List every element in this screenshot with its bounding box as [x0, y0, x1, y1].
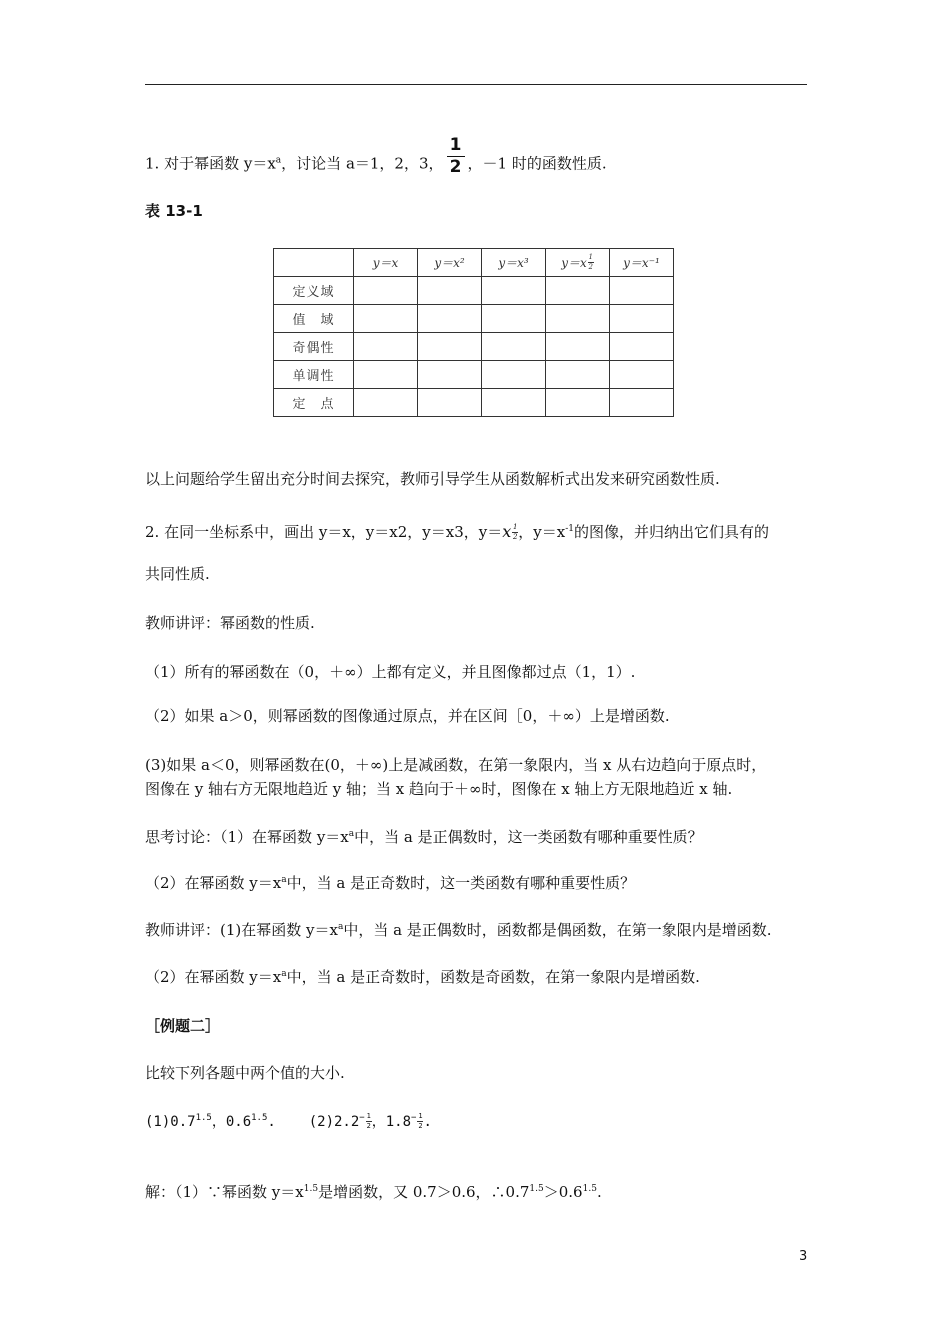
- property-2: （2）如果 a＞0，则幂函数的图像通过原点，并在区间［0，＋∞）上是增函数.: [145, 707, 670, 725]
- lecture-2-line-1: 教师讲评：(1)在幂函数 $y=x^a$中，当 a 是正偶数时，函数都是偶函数，在第一象限内是增函数.: [145, 921, 772, 939]
- lecture-heading: 教师讲评：幂函数的性质.: [145, 614, 315, 632]
- discussion-2: （2）在幂函数 $y=x^a$中，当 a 是正奇数时，这一类函数有哪种重要性质？: [145, 874, 636, 892]
- example-2-heading: ［例题二］: [145, 1017, 221, 1035]
- table-row: [274, 361, 674, 389]
- example-2-intro: 比较下列各题中两个值的大小.: [145, 1064, 345, 1082]
- exponent-a: a: [275, 155, 282, 166]
- solution-line: 解：（1）∵幂函数 $y=x^{1.5}$是增函数，又 0.7＞0.6，$\therefore 0.7^{1.5}>0.6^{1.5}$.: [145, 1183, 602, 1201]
- col-header: y＝x: [354, 249, 418, 277]
- property-3-line-2: 图像在 y 轴右方无限地趋近 y 轴；当 x 趋向于＋∞时，图像在 x 轴上方无限地趋近 x 轴.: [145, 780, 733, 798]
- question-2-line-1: 2. 在同一坐标系中，画出 y＝x，y＝x2，y＝x3，y＝x $\frac{1}{2}$ ，$y=x^{-1}$的图像，并归纳出它们具有的: [145, 522, 769, 541]
- properties-table: [273, 248, 674, 417]
- table-row: [274, 333, 674, 361]
- example-2-items: $(1)0.7^{1.5}$，$0.6^{1.5}$. $(2)2.2^{- \frac{1}{2}}$ ，$1.8^{- \frac{1}{2}}$ .: [145, 1112, 432, 1130]
- property-1: （1）所有的幂函数在（0，＋∞）上都有定义，并且图像都过点（1，1）.: [145, 663, 636, 681]
- table-corner-cell: [274, 249, 354, 277]
- table-header-row: [274, 249, 674, 277]
- header-rule: [145, 84, 807, 85]
- question-2-line-2: 共同性质.: [145, 565, 210, 583]
- table-row: [274, 389, 674, 417]
- property-3-line-1: (3)如果 a＜0，则幂函数在(0，＋∞)上是减函数，在第一象限内，当 x 从右边趋向于原点时，: [145, 756, 767, 774]
- col-header-x-half: y＝x $\frac{1}{2}$: [546, 249, 610, 277]
- q1-text-mid: ，讨论当 a＝1，2，3，: [281, 154, 444, 173]
- q1-text: 1. 对于幂函数 y＝x: [145, 154, 276, 173]
- x-pow-half: x $\frac{1}{2}$: [502, 522, 518, 541]
- row-header: 值 域: [274, 305, 354, 333]
- table-row: [274, 305, 674, 333]
- col-header: y＝x²: [418, 249, 482, 277]
- question-1: [145, 135, 607, 184]
- table-title: 表 13-1: [145, 202, 203, 220]
- note-paragraph: 以上问题给学生留出充分时间去探究，教师引导学生从函数解析式出发来研究函数性质.: [145, 470, 720, 488]
- row-header: 定义域: [274, 277, 354, 305]
- fraction-one-half: $\frac{1}{2}$: [447, 137, 465, 176]
- page-number: 3: [799, 1249, 808, 1264]
- q1-text-suffix: ，－1 时的函数性质.: [467, 154, 607, 173]
- table-row: [274, 277, 674, 305]
- row-header: 奇偶性: [274, 333, 354, 361]
- discussion-1: 思考讨论：（1）在幂函数 $y=x^a$中，当 a 是正偶数时，这一类函数有哪种重要性质？: [145, 828, 703, 846]
- lecture-2-line-2: （2）在幂函数 $y=x^a$中，当 a 是正奇数时，函数是奇函数，在第一象限内是增函数.: [145, 968, 700, 986]
- row-header: 单调性: [274, 361, 354, 389]
- col-header: y＝x⁻¹: [610, 249, 674, 277]
- col-header: y＝x³: [482, 249, 546, 277]
- row-header: 定 点: [274, 389, 354, 417]
